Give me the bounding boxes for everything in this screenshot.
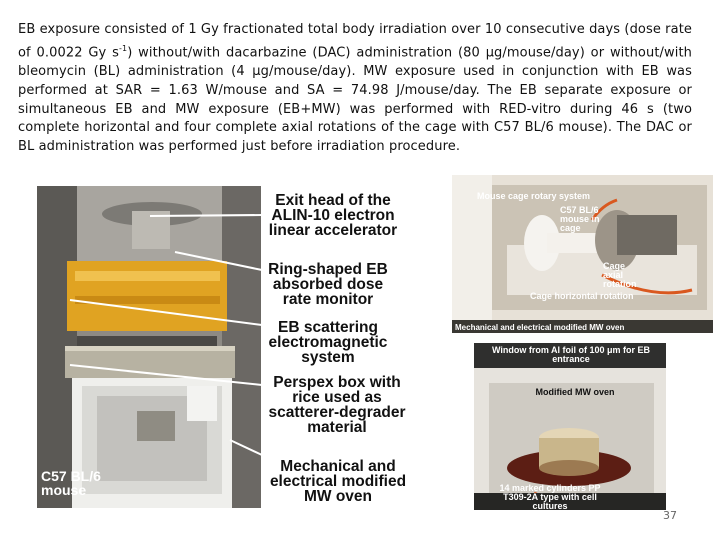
- label-window-foil: Window from Al foil of 100 μm for EB entrance: [491, 345, 651, 364]
- label-cage-axial: Cage axial rotation: [603, 261, 637, 289]
- paragraph-superscript: -1: [119, 43, 128, 53]
- arrow-exit-head: [150, 215, 262, 216]
- paragraph-part1: EB exposure consisted of 1 Gy fractionated total body irradiation over 10 consecutive days (dose rate of 0.0022 Gy s: [18, 22, 692, 61]
- arrow-ring-monitor: [175, 252, 262, 270]
- label-modified-oven-top: Mechanical and electrical modified MW oven: [455, 323, 625, 332]
- label-mouse-in-cage: C57 BL/6 mouse in cage: [560, 205, 600, 233]
- arrow-scattering: [70, 300, 262, 325]
- label-oven: Mechanical and electrical modified MW oven: [269, 458, 407, 505]
- paragraph-part2: ) without/with dacarbazine (DAC) administration (80 μg/mouse/day) or without/with bleomycin (BL) administration (4 μg/mouse/day). MW exposure used in conjunction with EB was performed at SAR = 1.63 W/mouse and SA = 74.98 J/mouse/day. The EB separate exposure or simultaneous EB and MW exposure (EB+MW) was performed with RED-vitro during 46 s (two complete horizontal and four complete axial rotations of the cage with C57 BL/6 mouse). The DAC or BL administration was performed just before irradiation procedure.: [18, 45, 692, 155]
- arrow-perspex: [70, 365, 262, 385]
- label-modified-oven-bottom: Modified MW oven: [535, 387, 615, 397]
- label-cage-horizontal: Cage horizontal rotation: [530, 291, 634, 301]
- page-number: 37: [663, 509, 677, 522]
- label-ring-monitor: Ring-shaped EB absorbed dose rate monitor: [268, 261, 388, 308]
- arrow-oven: [230, 440, 262, 455]
- label-scattering: EB scattering electromagnetic system: [268, 319, 388, 366]
- label-perspex: Perspex box with rice used as scatterer-degrader material: [268, 374, 406, 436]
- label-marked-cylinders: 14 marked cylinders PP T309-2A type with cell cultures: [499, 483, 601, 511]
- label-exit-head: Exit head of the ALIN-10 electron linear accelerator: [268, 192, 398, 239]
- label-rotary-system: Mouse cage rotary system: [477, 191, 591, 201]
- mouse-label: C57 BL/6 mouse: [41, 468, 101, 498]
